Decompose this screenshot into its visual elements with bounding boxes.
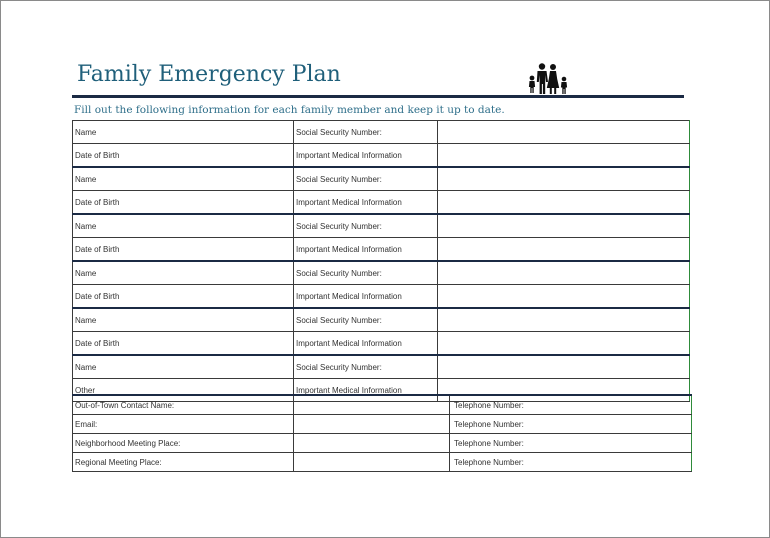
- contact-field[interactable]: [294, 415, 450, 434]
- member-info-label: Important Medical Information: [294, 238, 438, 262]
- title-rule: [72, 95, 684, 98]
- member-field-label[interactable]: Date of Birth: [73, 238, 294, 262]
- telephone-label[interactable]: Telephone Number:: [450, 415, 692, 434]
- member-row: [73, 261, 690, 285]
- member-info-field[interactable]: [438, 261, 690, 285]
- member-info-label: Important Medical Information: [294, 332, 438, 356]
- contact-row: [73, 453, 692, 472]
- member-info-field[interactable]: [438, 191, 690, 215]
- member-row: [73, 238, 690, 262]
- contact-field[interactable]: [294, 453, 450, 472]
- contact-table: [72, 394, 692, 472]
- member-info-field[interactable]: [438, 238, 690, 262]
- member-row: [73, 214, 690, 238]
- contact-field[interactable]: [294, 434, 450, 453]
- member-info-label: Social Security Number:: [294, 355, 438, 379]
- member-info-label: Important Medical Information: [294, 144, 438, 168]
- member-row: [73, 167, 690, 191]
- member-info-label: Social Security Number:: [294, 261, 438, 285]
- contact-label: Regional Meeting Place:: [73, 453, 294, 472]
- member-field-label[interactable]: Name: [73, 214, 294, 238]
- member-info-field[interactable]: [438, 332, 690, 356]
- member-row: [73, 144, 690, 168]
- member-field-label[interactable]: Date of Birth: [73, 285, 294, 309]
- member-row: [73, 308, 690, 332]
- contact-label: Neighborhood Meeting Place:: [73, 434, 294, 453]
- member-info-label: Important Medical Information: [294, 379, 438, 402]
- member-field-label[interactable]: Date of Birth: [73, 332, 294, 356]
- member-info-field[interactable]: [438, 144, 690, 168]
- member-row: [73, 121, 690, 144]
- telephone-label[interactable]: Telephone Number:: [450, 395, 692, 415]
- contact-row: [73, 415, 692, 434]
- member-info-field[interactable]: [438, 121, 690, 144]
- contact-label: Out-of-Town Contact Name:: [73, 395, 294, 415]
- member-row: [73, 332, 690, 356]
- member-info-field[interactable]: [438, 308, 690, 332]
- instructions-text: Fill out the following information for each family member and keep it up to date.: [74, 104, 505, 116]
- member-info-label: Important Medical Information: [294, 191, 438, 215]
- contact-row: [73, 434, 692, 453]
- contact-field[interactable]: [294, 395, 450, 415]
- telephone-label[interactable]: Telephone Number:: [450, 434, 692, 453]
- member-info-label: Important Medical Information: [294, 285, 438, 309]
- member-info-label: Social Security Number:: [294, 121, 438, 144]
- member-field-label[interactable]: Date of Birth: [73, 144, 294, 168]
- member-info-label: Social Security Number:: [294, 167, 438, 191]
- member-field-label[interactable]: Name: [73, 261, 294, 285]
- contact-row: [73, 395, 692, 415]
- member-info-label: Social Security Number:: [294, 308, 438, 332]
- member-info-field[interactable]: [438, 285, 690, 309]
- contact-label: Email:: [73, 415, 294, 434]
- member-field-label[interactable]: Name: [73, 167, 294, 191]
- member-field-label[interactable]: Name: [73, 308, 294, 332]
- member-row: [73, 191, 690, 215]
- member-field-label[interactable]: Other: [73, 379, 294, 402]
- member-field-label[interactable]: Name: [73, 355, 294, 379]
- member-info-field[interactable]: [438, 355, 690, 379]
- member-row: [73, 285, 690, 309]
- member-field-label[interactable]: Name: [73, 121, 294, 144]
- member-field-label[interactable]: Date of Birth: [73, 191, 294, 215]
- family-icon: [527, 62, 569, 94]
- family-member-table: [72, 120, 690, 402]
- page-title: Family Emergency Plan: [77, 62, 341, 87]
- member-info-field[interactable]: [438, 214, 690, 238]
- member-row: [73, 355, 690, 379]
- member-info-label: Social Security Number:: [294, 214, 438, 238]
- member-info-field[interactable]: [438, 167, 690, 191]
- telephone-label[interactable]: Telephone Number:: [450, 453, 692, 472]
